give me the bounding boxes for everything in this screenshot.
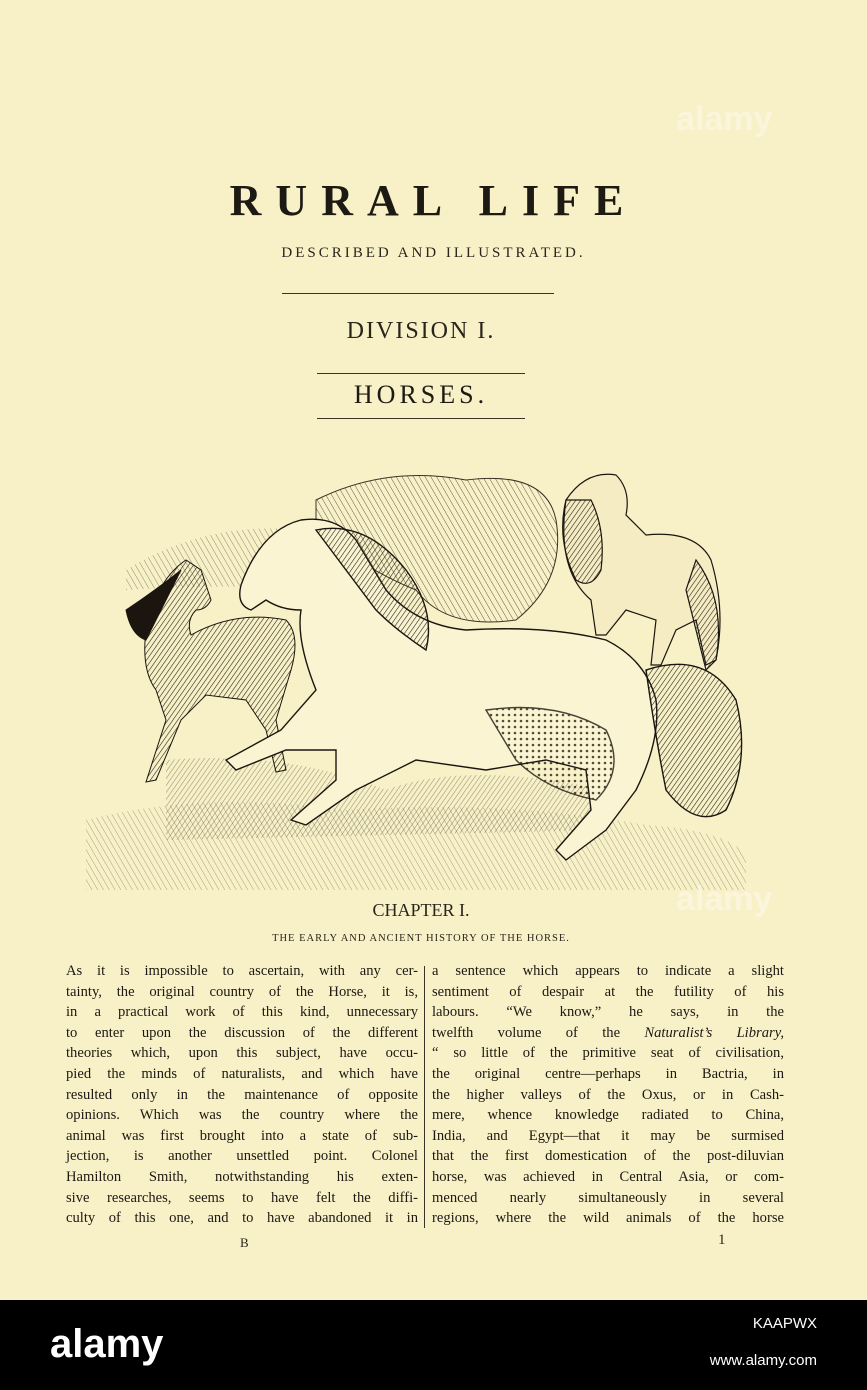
text-line: As it is impossible to ascertain, with any cer-: [66, 963, 418, 979]
column-divider: [424, 966, 425, 1228]
section-rule-top: [317, 373, 525, 374]
text-line: to enter upon the discussion of the different: [66, 1024, 418, 1041]
stock-footer: [0, 1300, 867, 1390]
text-line: in a practical work of this kind, unnecessary: [66, 1004, 418, 1021]
text-line: opinions. Which was the country where the: [66, 1107, 418, 1124]
text-line: menced nearly simultaneously in several: [432, 1189, 784, 1206]
text-line: “ so little of the primitive seat of civilisation,: [432, 1045, 784, 1062]
text-column-right: [432, 961, 784, 1229]
text-line: mere, whence knowledge radiated to China,: [432, 1107, 784, 1124]
book-title: RURAL LIFE: [229, 176, 638, 225]
alamy-logo: alamy: [50, 1322, 164, 1366]
text-line: theories which, upon this subject, have occu-: [66, 1045, 418, 1062]
text-line: a sentence which appears to indicate a slight: [432, 963, 784, 979]
chapter-heading: CHAPTER I.: [372, 900, 470, 920]
text-line: tainty, the original country of the Horse, it is,: [66, 983, 418, 1000]
text-line: jection, is another unsettled point. Colonel: [66, 1148, 418, 1165]
text-line: resulted only in the maintenance of opposite: [66, 1086, 418, 1103]
text-line: pied the minds of naturalists, and which have: [66, 1065, 418, 1082]
text-line: sive researches, seems to have felt the diffi-: [66, 1189, 418, 1206]
division-heading: DIVISION I.: [346, 318, 496, 344]
watermark-middle-right: alamy: [676, 880, 773, 918]
book-subtitle: DESCRIBED AND ILLUSTRATED.: [281, 245, 586, 261]
text-line: horse, was achieved in Central Asia, or com-: [432, 1168, 784, 1185]
text-line: labours. “We know,” he says, in the: [432, 1004, 784, 1021]
text-line-with-title: [432, 1023, 784, 1044]
horses-engraving: [86, 460, 756, 895]
signature-mark: B: [240, 1235, 249, 1250]
image-id: KAAPWX: [752, 1315, 817, 1332]
text-line: the original centre—perhaps in Bactria, in: [432, 1065, 784, 1082]
title-rule: [282, 293, 554, 294]
site-url: www.alamy.com: [709, 1352, 817, 1369]
text-line: that the first domestication of the post-diluvian: [432, 1148, 784, 1165]
text-column-left: [66, 961, 418, 1229]
text-fragment: twelfth volume of the: [432, 1024, 621, 1041]
text-line: India, and Egypt—that it may be surmised: [432, 1127, 784, 1144]
italic-book-title: Naturalist’s Library,: [644, 1024, 785, 1041]
page-number: 1: [718, 1232, 726, 1248]
watermark-top-right: alamy: [676, 100, 773, 138]
text-line: regions, where the wild animals of the horse: [432, 1210, 784, 1227]
text-line: animal was first brought into a state of sub-: [66, 1127, 418, 1144]
text-line: the higher valleys of the Oxus, or in Cash-: [432, 1086, 784, 1103]
text-line: Hamilton Smith, notwithstanding his exten-: [66, 1168, 418, 1185]
text-line: sentiment of despair at the futility of his: [432, 983, 784, 1000]
section-rule-bottom: [317, 418, 525, 419]
chapter-title: THE EARLY AND ANCIENT HISTORY OF THE HORSE.: [272, 933, 570, 944]
text-line: culty of this one, and to have abandoned it in: [66, 1210, 418, 1227]
section-heading: HORSES.: [353, 380, 489, 409]
